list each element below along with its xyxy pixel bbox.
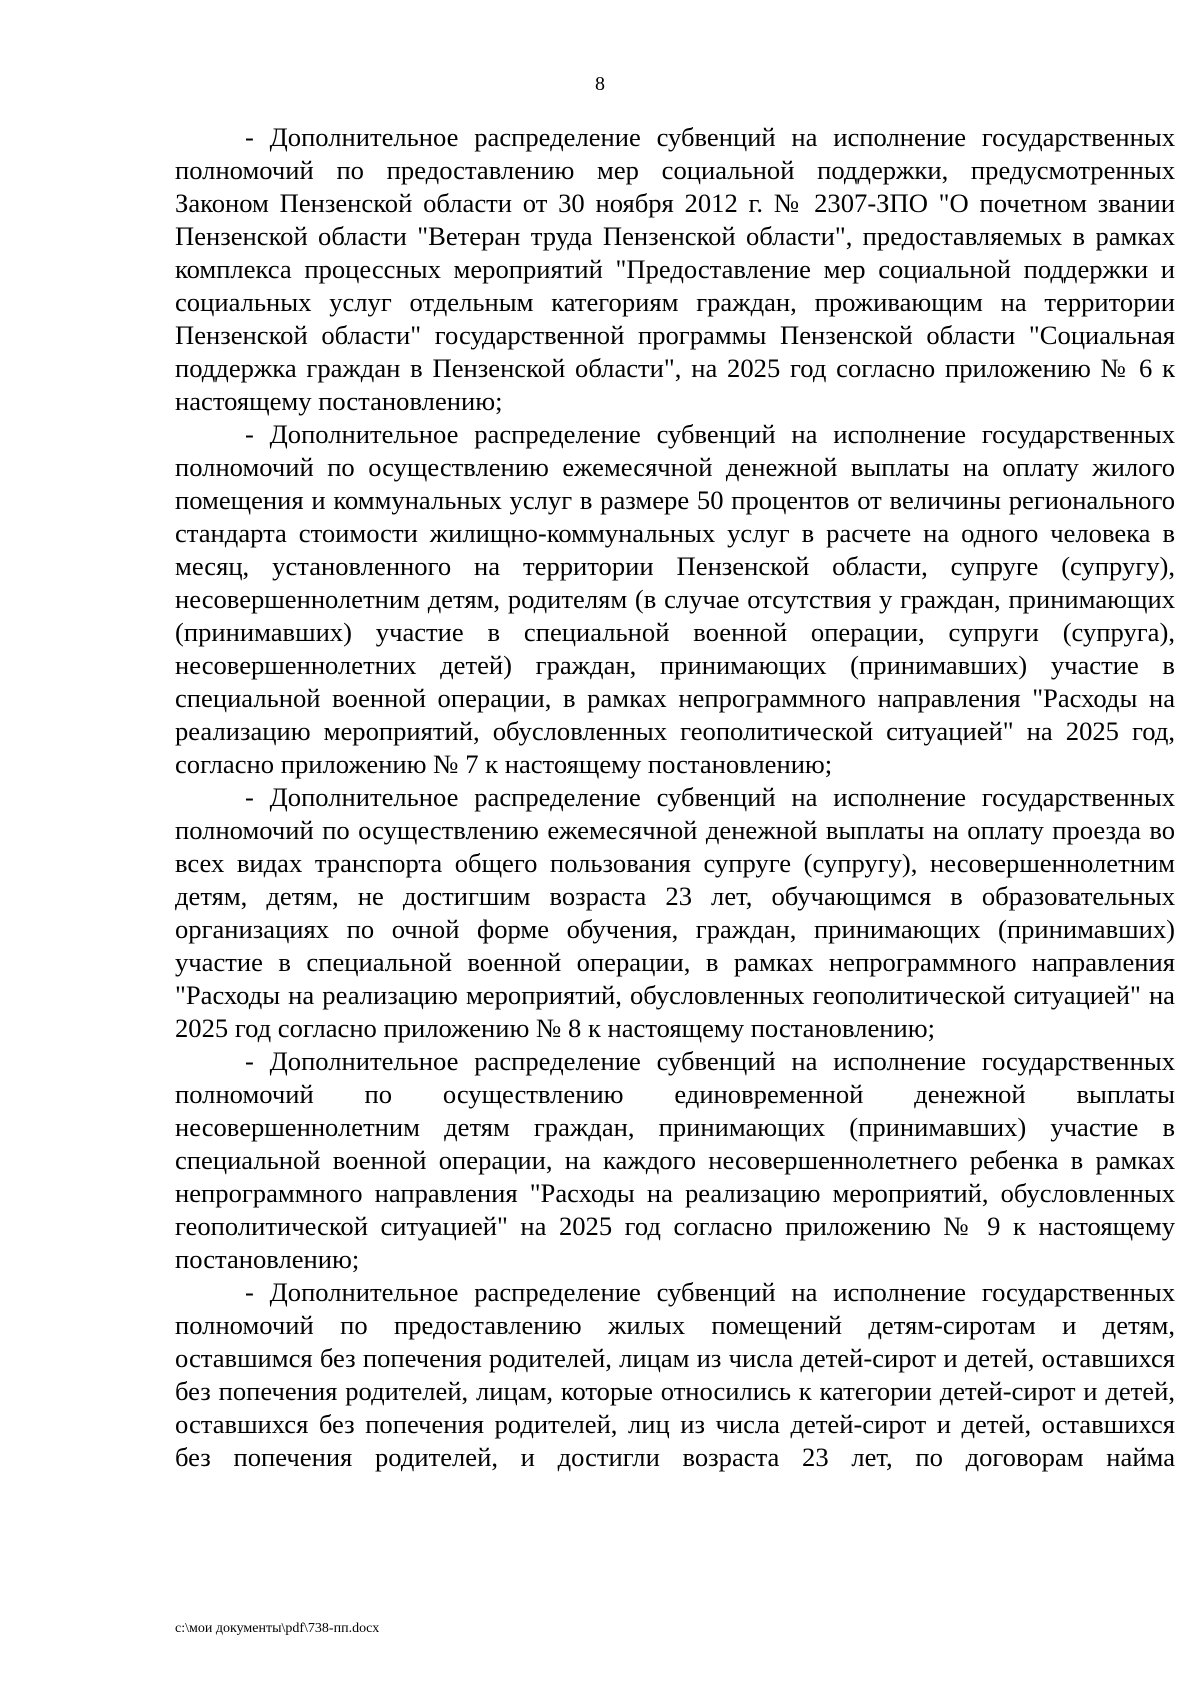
paragraph-appendix-7: - Дополнительное распределение субвенций на исполнение государственных полномочий по осуществлению ежемесячной денежной выплаты на оплату жилого помещения и коммунальных услуг в размере 50 процентов от величины регионального стандарта стоимости жилищно-коммунальных услуг в расчете на одного человека в месяц, установленного на территории Пензенской области, супруге (супругу), несовершеннолетним детям, родителям (в случае отсутствия у граждан, принимающих (принимавших) участие в специальной военной операции, супруги (супруга), несовершеннолетних детей) граждан, принимающих (принимавших) участие в специальной военной операции, в рамках непрограммного направления "Расходы на реализацию мероприятий, обусловленных геополитической ситуацией" на 2025 год, согласно приложению № 7 к настоящему постановлению; xyxy=(175,419,1175,779)
paragraph-housing-orphans: - Дополнительное распределение субвенций на исполнение государственных полномочий по предоставлению жилых помещений детям-сиротам и детям, оставшимся без попечения родителей, лицам из числа детей-сирот и детей, оставшихся без попечения родителей, лицам, которые относились к категории детей-сирот и детей, оставшихся без попечения родителей, лиц из числа детей-сирот и детей, оставшихся без попечения родителей, и достигли возраста 23 лет, по договорам найма xyxy=(175,1277,1175,1472)
paragraph-appendix-6: - Дополнительное распределение субвенций на исполнение государственных полномочий по предоставлению мер социальной поддержки, предусмотренных Законом Пензенской области от 30 ноября 2012 г. № 2307-ЗПО "О почетном звании Пензенской области "Ветеран труда Пензенской области", предоставляемых в рамках комплекса процессных мероприятий "Предоставление мер социальной поддержки и социальных услуг отдельным категориям граждан, проживающим на территории Пензенской области" государственной программы Пензенской области "Социальная поддержка граждан в Пензенской области", на 2025 год согласно приложению № 6 к настоящему постановлению; xyxy=(175,122,1175,416)
paragraph-appendix-9: - Дополнительное распределение субвенций на исполнение государственных полномочий по осуществлению единовременной денежной выплаты несовершеннолетним детям граждан, принимающих (принимавших) участие в специальной военной операции, на каждого несовершеннолетнего ребенка в рамках непрограммного направления "Расходы на реализацию мероприятий, обусловленных геополитической ситуацией" на 2025 год согласно приложению № 9 к настоящему постановлению; xyxy=(175,1046,1175,1274)
document-body xyxy=(175,121,1175,1474)
footer-file-path: c:\мои документы\pdf\738-пп.docx xyxy=(175,1621,380,1636)
page-number: 8 xyxy=(595,73,605,95)
paragraph-appendix-8: - Дополнительное распределение субвенций на исполнение государственных полномочий по осуществлению ежемесячной денежной выплаты на оплату проезда во всех видах транспорта общего пользования супруге (супругу), несовершеннолетним детям, детям, не достигшим возраста 23 лет, обучающимся в образовательных организациях по очной форме обучения, граждан, принимающих (принимавших) участие в специальной военной операции, в рамках непрограммного направления "Расходы на реализацию мероприятий, обусловленных геополитической ситуацией" на 2025 год согласно приложению № 8 к настоящему постановлению; xyxy=(175,782,1175,1043)
